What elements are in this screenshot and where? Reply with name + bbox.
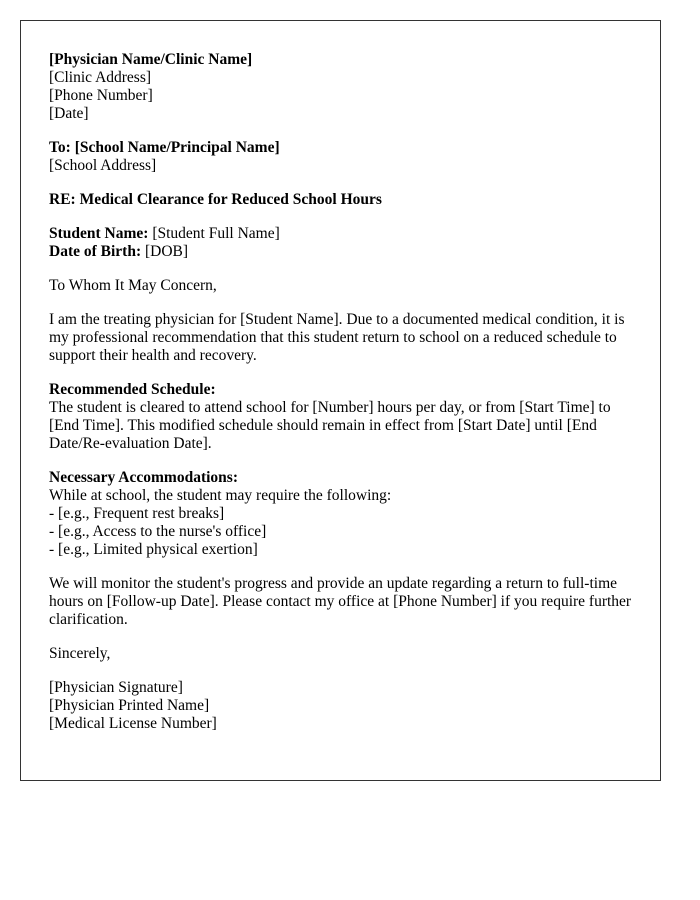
accommodations-intro: While at school, the student may require the following: (49, 487, 392, 504)
schedule-section (49, 381, 632, 453)
closing-paragraph: We will monitor the student's progress and provide an update regarding a return to full-time hours on [Follow-up Date]. Please contact my office at [Phone Number] if you require further clarification. (49, 575, 632, 628)
letter-date: [Date] (49, 105, 89, 122)
student-dob-label: Date of Birth: (49, 243, 142, 260)
student-name-label: Student Name: (49, 225, 149, 242)
recipient-block (49, 139, 632, 175)
accommodations-heading: Necessary Accommodations: (49, 469, 238, 486)
subject-line (49, 191, 632, 209)
intro-paragraph: I am the treating physician for [Student Name]. Due to a documented medical condition, it is my professional recommendation that this student return to school on a reduced schedule to support their health and recovery. (49, 311, 625, 364)
accommodation-item: - [e.g., Frequent rest breaks] (49, 505, 225, 522)
schedule-heading: Recommended Schedule: (49, 381, 216, 398)
student-dob-row (49, 243, 632, 261)
sender-block (49, 51, 632, 123)
physician-name: [Physician Name/Clinic Name] (49, 51, 253, 68)
physician-signature: [Physician Signature] (49, 679, 183, 696)
accommodation-item: - [e.g., Access to the nurse's office] (49, 523, 267, 540)
medical-license-number: [Medical License Number] (49, 715, 217, 732)
school-address: [School Address] (49, 157, 157, 174)
recipient-name: To: [School Name/Principal Name] (49, 139, 280, 156)
accommodation-item: - [e.g., Limited physical exertion] (49, 541, 258, 558)
physician-printed-name: [Physician Printed Name] (49, 697, 210, 714)
student-dob-value: [DOB] (141, 243, 189, 260)
student-name-value: [Student Full Name] (148, 225, 280, 242)
salutation: To Whom It May Concern, (49, 277, 217, 294)
schedule-text: The student is cleared to attend school for [Number] hours per day, or from [Start Time] to [End Time]. This modified schedule should remain in effect from [Start Date] until [End Date/Re-evaluation Date]. (49, 399, 611, 452)
accommodations-section (49, 469, 632, 559)
subject-text: RE: Medical Clearance for Reduced School Hours (49, 191, 382, 208)
signature-block (49, 679, 632, 733)
clinic-address: [Clinic Address] (49, 69, 152, 86)
sign-off: Sincerely, (49, 645, 111, 662)
letter-document (20, 20, 661, 781)
clinic-phone: [Phone Number] (49, 87, 153, 104)
student-info (49, 225, 632, 261)
student-name-row (49, 225, 632, 243)
